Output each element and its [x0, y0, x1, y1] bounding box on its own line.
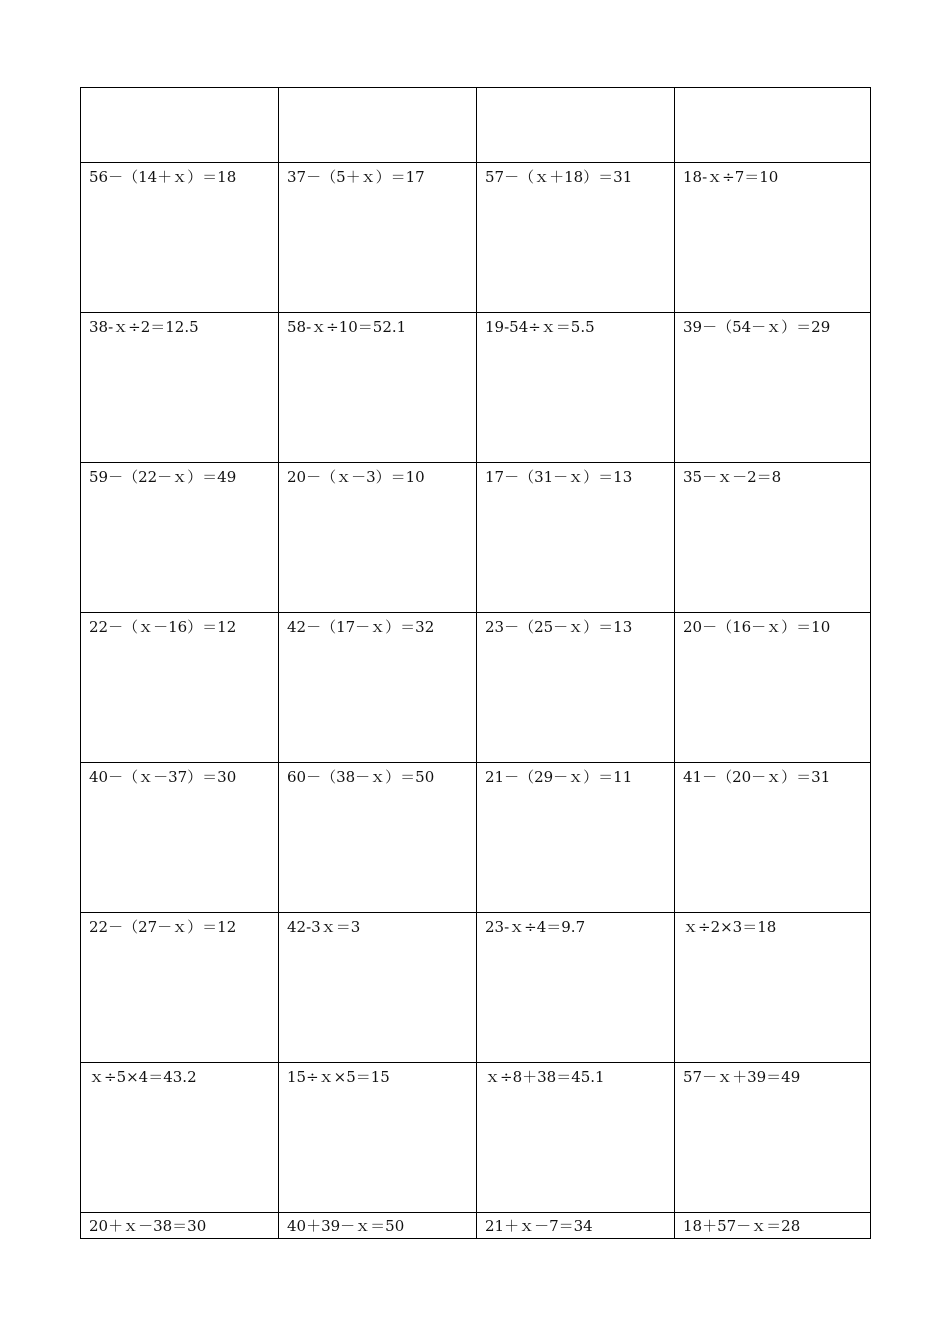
equation-cell: 57－（ｘ＋18）＝31: [477, 163, 675, 312]
equation-cell: 17－（31－ｘ）＝13: [477, 463, 675, 612]
equation-cell: 42－（17－ｘ）＝32: [279, 613, 477, 762]
equation-cell: 40－（ｘ－37）＝30: [81, 763, 279, 912]
equation-worksheet-table: [80, 87, 871, 1239]
equation-cell: 60－（38－ｘ）＝50: [279, 763, 477, 912]
equation-cell: 39－（54－ｘ）＝29: [683, 318, 831, 336]
equation-cell: 22－（27－ｘ）＝12: [81, 913, 279, 1062]
equation-cell: 37－（5＋ｘ）＝17: [279, 163, 477, 312]
equation-cell: 41－（20－ｘ）＝31: [683, 768, 831, 786]
equation-cell: 18-ｘ÷7＝10: [683, 168, 779, 186]
equation-cell: ｘ÷2×3＝18: [683, 918, 777, 936]
header-cell: [81, 88, 279, 162]
equation-cell: 38-ｘ÷2＝12.5: [81, 313, 279, 462]
table-row: [81, 463, 870, 613]
equation-cell: 56－（14＋ｘ）＝18: [81, 163, 279, 312]
equation-cell: 23－（25－ｘ）＝13: [477, 613, 675, 762]
equation-cell: 19-54÷ｘ＝5.5: [477, 313, 675, 462]
equation-cell: 18＋57－ｘ＝28: [683, 1217, 801, 1235]
equation-cell: 35－ｘ－2＝8: [683, 468, 782, 486]
header-cell: [279, 88, 477, 162]
table-row: [81, 313, 870, 463]
header-cell: [477, 88, 675, 162]
table-row: [81, 1213, 870, 1238]
equation-cell: 22－（ｘ－16）＝12: [81, 613, 279, 762]
equation-cell: 20＋ｘ－38＝30: [81, 1213, 279, 1238]
equation-cell: 23-ｘ÷4＝9.7: [477, 913, 675, 1062]
equation-cell: ｘ÷8＋38＝45.1: [477, 1063, 675, 1212]
table-row: [81, 763, 870, 913]
table-row: [81, 163, 870, 313]
table-row: [81, 913, 870, 1063]
equation-cell: ｘ÷5×4＝43.2: [81, 1063, 279, 1212]
equation-cell: 42-3ｘ＝3: [279, 913, 477, 1062]
table-row: [81, 613, 870, 763]
equation-cell: 15÷ｘ×5＝15: [279, 1063, 477, 1212]
equation-cell: 21－（29－ｘ）＝11: [477, 763, 675, 912]
equation-cell: 57－ｘ＋39＝49: [683, 1068, 801, 1086]
equation-cell: 21＋ｘ－7＝34: [477, 1213, 675, 1238]
header-cell: [675, 88, 870, 162]
equation-cell: 20－（ｘ－3）＝10: [279, 463, 477, 612]
table-row: [81, 1063, 870, 1213]
equation-cell: 40＋39－ｘ＝50: [279, 1213, 477, 1238]
equation-cell: 20－（16－ｘ）＝10: [683, 618, 831, 636]
equation-cell: 59－（22－ｘ）＝49: [81, 463, 279, 612]
equation-cell: 58-ｘ÷10＝52.1: [279, 313, 477, 462]
header-row: [81, 88, 870, 163]
